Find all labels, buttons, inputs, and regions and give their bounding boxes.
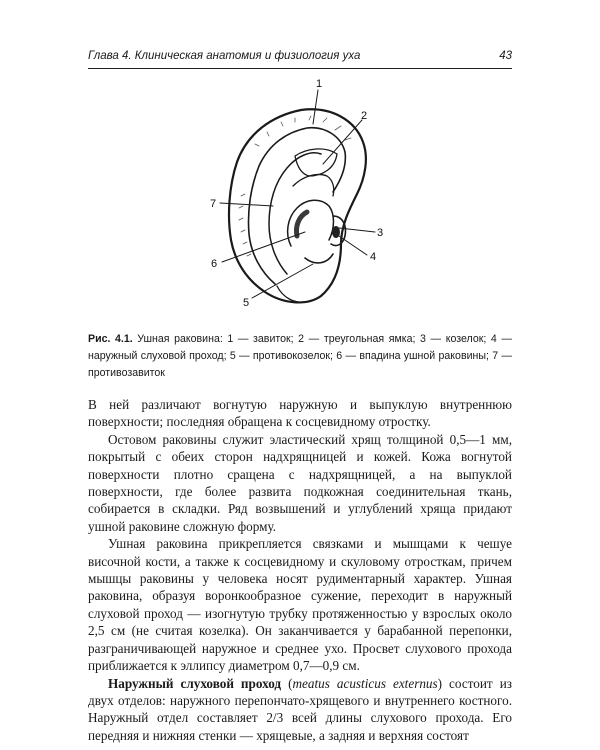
latin-term: meatus acusticus externus bbox=[292, 675, 438, 691]
antihelix-crus bbox=[293, 174, 334, 196]
concha-outline bbox=[288, 200, 334, 246]
antitragus-outline bbox=[305, 254, 333, 263]
paragraph-2: Остовом раковины служит эластический хрящ толщиной 0,5—1 мм, покрытый с обеих сторон надхрящницей и кожей. Кожа вогнутой поверхности плотно сращена с надхрящницей, а на выпуклой поверхности, где более развита подкожная соединительная ткань, собирается в складки. Ряд возвышений и углублений хряща придают ушной раковине сложную форму. bbox=[88, 431, 512, 534]
paragraph-3: Ушная раковина прикрепляется связками и мышцами к чешуе височной кости, а также к сосцевидному и скуловому отросткам, причем мышцы раковины у человека носят рудиментарный характер. Ушная раковина, образуя воронкообразное сужение, переходит в наружный слуховой проход — изогнутую трубку протяженностью у взрослых около 2,5 см (не считая козелка). Он заканчивается у барабанной перепонки, разграничивающей наружное и среднее ухо. Просвет слухового прохода приближается к эллипсу диаметром 0,7—0,9 см. bbox=[88, 536, 512, 674]
figure-label-6: 6 bbox=[211, 258, 218, 270]
caption-text: Ушная раковина: 1 — завиток; 2 — треугольная ямка; 3 — козелок; 4 — наружный слуховой проход; 5 — противокозелок; 6 — впадина ушной раковины; 7 — противозавиток bbox=[88, 333, 512, 379]
body-text bbox=[88, 396, 512, 744]
leader-line-7 bbox=[220, 203, 273, 206]
running-header bbox=[88, 46, 512, 68]
antihelix-outline bbox=[269, 153, 321, 274]
term-external-auditory-canal: Наружный слуховой проход bbox=[108, 675, 282, 691]
concha-shade bbox=[296, 212, 307, 236]
paragraph-4-open: ( bbox=[281, 675, 293, 691]
ear-auricle-illustration bbox=[195, 76, 410, 316]
leader-line-6 bbox=[222, 232, 305, 262]
leader-line-4 bbox=[339, 236, 367, 255]
figure-caption bbox=[88, 331, 512, 382]
paragraph-1: В ней различают вогнутую наружную и выпуклую внутреннюю поверхности; последняя обращена к сосцевидному отростку. bbox=[88, 397, 512, 430]
figure-label-7: 7 bbox=[210, 198, 217, 210]
paragraph-4-text: ) состоит из двух отделов: наружного перепончато-хрящевого и внутреннего костного. Наружный отдел составляет 2/3 всей длины слухового прохода. Его передняя и нижняя стенки — хрящевые, а задняя и верхняя состоят bbox=[88, 675, 512, 743]
caption-label: Рис. 4.1. bbox=[88, 333, 133, 345]
leader-line-3 bbox=[339, 228, 375, 232]
header-rule bbox=[88, 68, 512, 69]
figure-label-3: 3 bbox=[377, 227, 384, 239]
figure-label-1: 1 bbox=[316, 78, 323, 90]
leader-line-2 bbox=[323, 120, 362, 164]
chapter-title: Глава 4. Клиническая анатомия и физиология уха bbox=[88, 50, 361, 62]
leader-line-1 bbox=[313, 90, 318, 124]
page-number: 43 bbox=[499, 50, 512, 62]
paragraph-4 bbox=[88, 675, 512, 745]
figure-label-2: 2 bbox=[361, 110, 368, 122]
figure-label-4: 4 bbox=[370, 251, 377, 263]
figure-label-5: 5 bbox=[243, 297, 250, 309]
